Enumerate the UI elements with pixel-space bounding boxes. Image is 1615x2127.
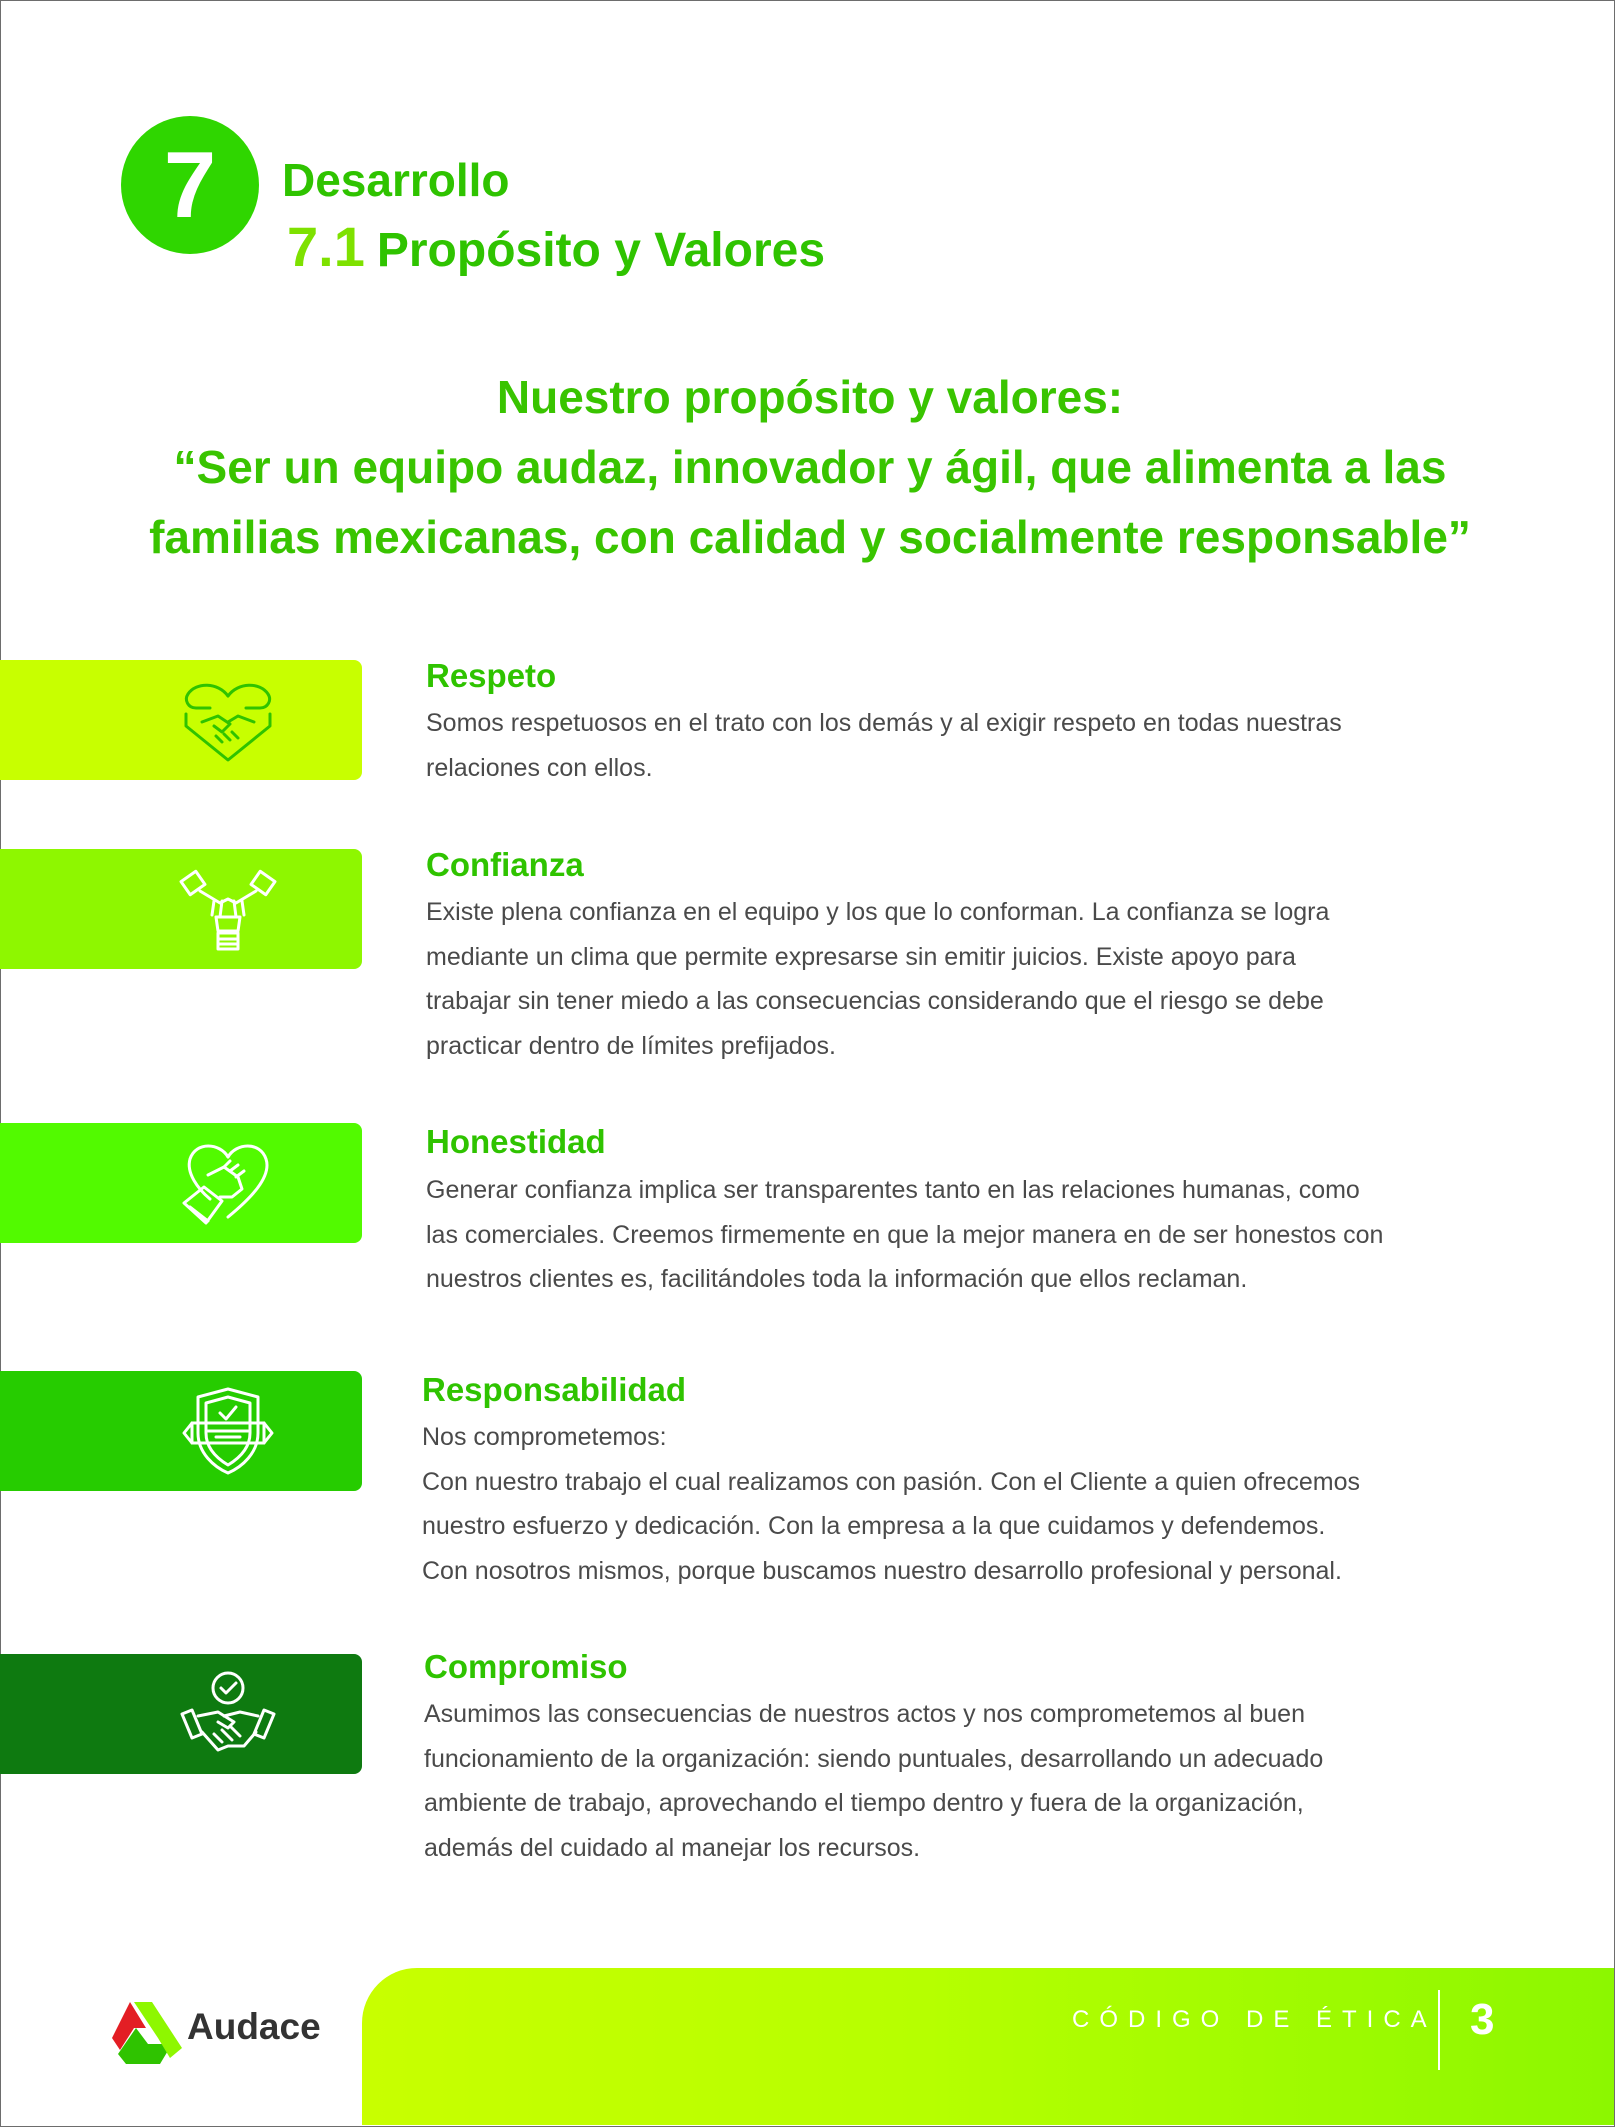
footer-bar — [362, 1968, 1614, 2125]
value-text-compromiso — [424, 1692, 1524, 1870]
value-text-line: Nos comprometemos: — [422, 1423, 667, 1451]
purpose-statement — [60, 362, 1560, 572]
chapter-number-badge: 7 — [121, 116, 259, 254]
page-number: 3 — [1470, 1995, 1495, 2044]
value-text-line: practicar dentro de límites prefijados. — [426, 1031, 836, 1060]
value-text-responsabilidad — [422, 1415, 1522, 1593]
value-text-line: Existe plena confianza en el equipo y los que lo conforman. La confianza se logra — [426, 898, 1330, 926]
value-text-line: Somos respetuosos en el trato con los demás y al exigir respeto en todas nuestras — [426, 709, 1342, 737]
stacked-hands-icon — [178, 863, 278, 955]
value-title-confianza: Confianza — [426, 846, 584, 883]
value-title-compromiso: Compromiso — [424, 1648, 628, 1685]
section-number: 7.1 — [287, 215, 365, 278]
value-text-line: Asumimos las consecuencias de nuestros actos y nos comprometemos al buen — [424, 1700, 1305, 1728]
value-title-respeto: Respeto — [426, 657, 557, 694]
value-text-line: ambiente de trabajo, aprovechando el tiempo dentro y fuera de la organización, — [424, 1789, 1304, 1817]
value-banner-honestidad — [0, 1123, 362, 1243]
value-text-line: relaciones con ellos. — [426, 753, 653, 782]
value-banner-confianza — [0, 849, 362, 969]
value-title-honestidad: Honestidad — [426, 1123, 606, 1160]
value-text-line: además del cuidado al manejar los recursos. — [424, 1833, 921, 1862]
value-text-respeto — [426, 701, 1526, 790]
value-text-line: nuestros clientes es, facilitándoles toda la información que ellos reclaman. — [426, 1265, 1248, 1293]
value-text-line: Generar confianza implica ser transparentes tanto en las relaciones humanas, como — [426, 1176, 1360, 1204]
value-banner-compromiso — [0, 1654, 362, 1774]
brand-name: Audace — [187, 2006, 321, 2047]
section-heading — [287, 212, 825, 286]
heart-handshake-icon — [178, 674, 278, 766]
hand-on-heart-icon — [178, 1137, 278, 1229]
value-text-confianza — [426, 890, 1526, 1068]
value-banner-responsabilidad — [0, 1371, 362, 1491]
footer-divider — [1438, 1990, 1440, 2070]
handshake-check-icon — [178, 1668, 278, 1760]
purpose-line: familias mexicanas, con calidad y socialmente responsable” — [149, 511, 1471, 563]
value-text-line: Con nuestro trabajo el cual realizamos con pasión. Con el Cliente a quien ofrecemos — [422, 1467, 1361, 1496]
value-banner-respeto — [0, 660, 362, 780]
footer-document-label: CÓDIGO DE ÉTICA — [1072, 2006, 1437, 2033]
value-text-line: nuestro esfuerzo y dedicación. Con la empresa a la que cuidamos y defendemos. — [422, 1512, 1326, 1540]
shield-check-icon — [178, 1385, 278, 1477]
purpose-line: “Ser un equipo audaz, innovador y ágil, que alimenta a las — [173, 441, 1447, 493]
value-text-line: las comerciales. Creemos firmemente en que la mejor manera en de ser honestos con — [426, 1220, 1384, 1249]
audace-logo — [112, 1998, 182, 2064]
value-text-line: trabajar sin tener miedo a las consecuencias considerando que el riesgo se debe — [426, 987, 1324, 1015]
value-text-line: mediante un clima que permite expresarse sin emitir juicios. Existe apoyo para — [426, 942, 1296, 971]
value-text-line: Con nosotros mismos, porque buscamos nuestro desarrollo profesional y personal. — [422, 1556, 1342, 1585]
section-title: Propósito y Valores — [376, 224, 826, 277]
purpose-line: Nuestro propósito y valores: — [496, 371, 1124, 423]
value-text-line: funcionamiento de la organización: siendo puntuales, desarrollando un adecuado — [424, 1744, 1324, 1773]
value-title-responsabilidad: Responsabilidad — [422, 1371, 687, 1408]
chapter-title: Desarrollo — [282, 154, 510, 206]
value-text-honestidad — [426, 1168, 1526, 1302]
